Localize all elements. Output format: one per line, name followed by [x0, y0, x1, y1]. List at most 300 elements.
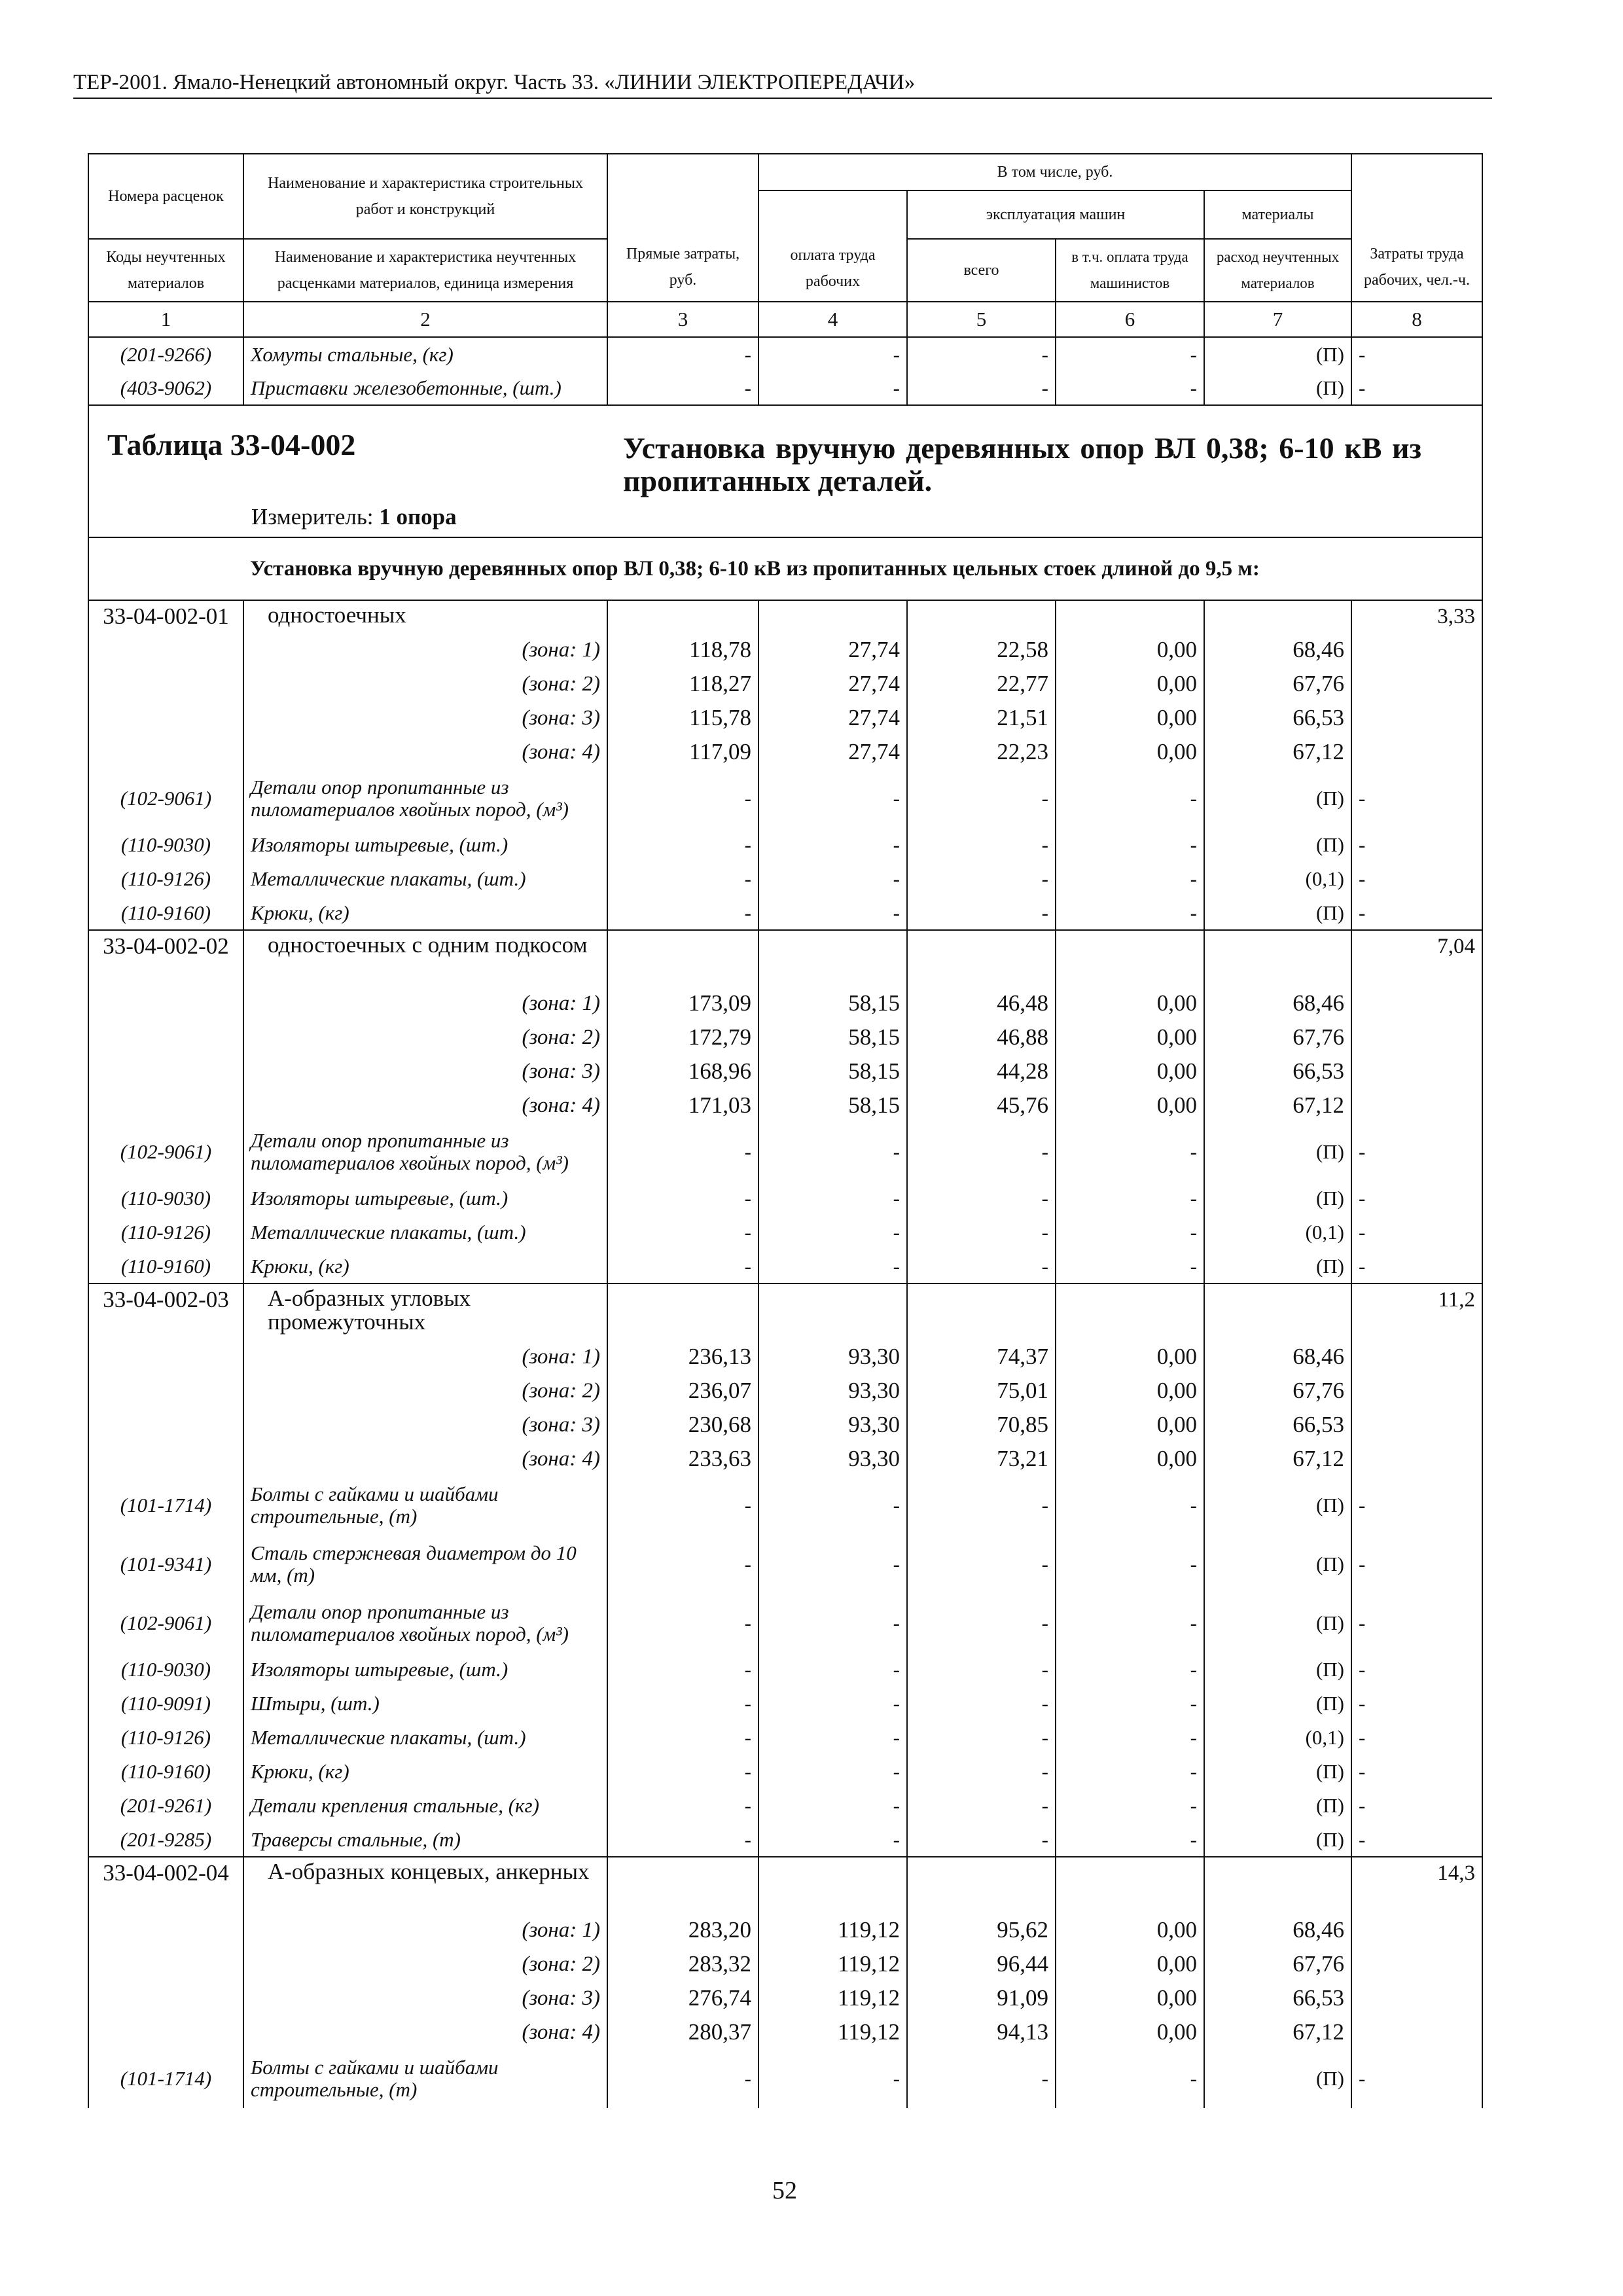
material-c5: - — [907, 896, 1056, 930]
material-code: (110-9126) — [88, 1215, 243, 1249]
material-consumption: (П) — [1204, 371, 1351, 405]
machines-total: 44,28 — [907, 1054, 1056, 1088]
empty-cell — [907, 1857, 1056, 1913]
material-c6: - — [1056, 1687, 1204, 1721]
material-c5: - — [907, 1249, 1056, 1283]
material-consumption: (П) — [1204, 1249, 1351, 1283]
material-labor: - — [1351, 1653, 1482, 1687]
material-labor: - — [1351, 2049, 1482, 2108]
meter-value: 1 опора — [379, 504, 457, 529]
empty-cell — [1056, 600, 1204, 633]
material-c4: - — [758, 862, 907, 896]
material-c4: - — [758, 1249, 907, 1283]
material-c3: - — [607, 1789, 758, 1823]
material-consumption: (П) — [1204, 1122, 1351, 1181]
position-code: 33-04-002-02 — [88, 930, 243, 986]
empty-cell — [1204, 600, 1351, 633]
material-c4: - — [758, 896, 907, 930]
material-labor: - — [1351, 1476, 1482, 1535]
material-c5: - — [907, 862, 1056, 896]
material-labor: - — [1351, 896, 1482, 930]
empty-cell — [1351, 986, 1482, 1020]
material-row — [88, 1721, 1482, 1755]
machines-total: 46,88 — [907, 1020, 1056, 1054]
empty-cell — [88, 1088, 243, 1122]
material-c4: - — [758, 1122, 907, 1181]
direct-cost: 233,63 — [607, 1442, 758, 1476]
empty-cell — [88, 735, 243, 769]
material-c4: - — [758, 1594, 907, 1653]
material-c4: - — [758, 337, 907, 371]
zone-label: (зона: 1) — [243, 1340, 607, 1374]
materials-cost: 66,53 — [1204, 701, 1351, 735]
machines-total: 45,76 — [907, 1088, 1056, 1122]
position-title: А-образных угловых промежуточных — [243, 1283, 607, 1340]
material-labor: - — [1351, 1755, 1482, 1789]
zone-row — [88, 1020, 1482, 1054]
zone-row — [88, 1408, 1482, 1442]
material-consumption: (0,1) — [1204, 1721, 1351, 1755]
material-c4: - — [758, 769, 907, 828]
material-c3: - — [607, 337, 758, 371]
zone-row — [88, 1340, 1482, 1374]
material-c3: - — [607, 862, 758, 896]
labor-pay: 58,15 — [758, 986, 907, 1020]
material-name: Траверсы стальные, (т) — [243, 1823, 607, 1857]
machinists-pay: 0,00 — [1056, 1442, 1204, 1476]
labor-pay: 58,15 — [758, 1054, 907, 1088]
machines-total: 70,85 — [907, 1408, 1056, 1442]
material-row — [88, 769, 1482, 828]
empty-cell — [907, 930, 1056, 986]
material-consumption: (П) — [1204, 1476, 1351, 1535]
material-code: (110-9160) — [88, 1755, 243, 1789]
col7-header: расход неучтенных материалов — [1204, 239, 1351, 302]
machines-total: 22,77 — [907, 667, 1056, 701]
empty-cell — [758, 600, 907, 633]
empty-cell — [1351, 1340, 1482, 1374]
position-code: 33-04-002-03 — [88, 1283, 243, 1340]
labor-cost: 14,3 — [1351, 1857, 1482, 1913]
material-row — [88, 1789, 1482, 1823]
materials-header: материалы — [1204, 190, 1351, 239]
material-c5: - — [907, 1181, 1056, 1215]
machines-total: 73,21 — [907, 1442, 1056, 1476]
zone-label: (зона: 4) — [243, 735, 607, 769]
zone-row — [88, 633, 1482, 667]
col2-top-header: Наименование и характеристика строительных работ и конструкций — [243, 154, 607, 239]
empty-cell — [88, 986, 243, 1020]
material-name: Приставки железобетонные, (шт.) — [243, 371, 607, 405]
materials-cost: 68,46 — [1204, 633, 1351, 667]
material-c6: - — [1056, 862, 1204, 896]
material-consumption: (П) — [1204, 337, 1351, 371]
zone-label: (зона: 2) — [243, 1020, 607, 1054]
material-c6: - — [1056, 1721, 1204, 1755]
col6-header: в т.ч. оплата труда машинистов — [1056, 239, 1204, 302]
material-c4: - — [758, 1535, 907, 1594]
material-row — [88, 828, 1482, 862]
material-c6: - — [1056, 828, 1204, 862]
material-row — [88, 1215, 1482, 1249]
labor-pay: 93,30 — [758, 1374, 907, 1408]
zone-label: (зона: 3) — [243, 701, 607, 735]
material-c3: - — [607, 1476, 758, 1535]
material-name: Металлические плакаты, (шт.) — [243, 1721, 607, 1755]
material-code: (102-9061) — [88, 769, 243, 828]
empty-cell — [607, 1283, 758, 1340]
material-row — [88, 1823, 1482, 1857]
machinists-pay: 0,00 — [1056, 1374, 1204, 1408]
subtitle-row — [88, 537, 1482, 600]
material-c4: - — [758, 1789, 907, 1823]
direct-cost: 283,32 — [607, 1947, 758, 1981]
zone-row — [88, 1913, 1482, 1947]
zone-row — [88, 701, 1482, 735]
machinists-pay: 0,00 — [1056, 1340, 1204, 1374]
running-header: ТЕР-2001. Ямало-Ненецкий автономный округ. Часть 33. «ЛИНИИ ЭЛЕКТРОПЕРЕДАЧИ» — [73, 71, 1492, 99]
machinists-pay: 0,00 — [1056, 2015, 1204, 2049]
direct-cost: 230,68 — [607, 1408, 758, 1442]
material-name: Крюки, (кг) — [243, 1249, 607, 1283]
material-code: (201-9261) — [88, 1789, 243, 1823]
material-name: Изоляторы штыревые, (шт.) — [243, 828, 607, 862]
material-code: (110-9091) — [88, 1687, 243, 1721]
subtitle: Установка вручную деревянных опор ВЛ 0,38; 6-10 кВ из пропитанных цельных стоек длиной до 9,5 м: — [243, 537, 1482, 600]
material-labor: - — [1351, 769, 1482, 828]
empty-cell — [88, 1020, 243, 1054]
material-row — [88, 1755, 1482, 1789]
position-title: А-образных концевых, анкерных — [243, 1857, 607, 1913]
material-c6: - — [1056, 896, 1204, 930]
machines-total: 74,37 — [907, 1340, 1056, 1374]
material-row — [88, 862, 1482, 896]
empty-cell — [907, 600, 1056, 633]
position-code: 33-04-002-04 — [88, 1857, 243, 1913]
material-c6: - — [1056, 1594, 1204, 1653]
material-c5: - — [907, 1721, 1056, 1755]
material-c6: - — [1056, 1249, 1204, 1283]
position-row — [88, 600, 1482, 633]
page-number: 52 — [772, 2177, 797, 2204]
machinists-pay: 0,00 — [1056, 1408, 1204, 1442]
material-c3: - — [607, 1653, 758, 1687]
empty-cell — [758, 930, 907, 986]
material-name: Сталь стержневая диаметром до 10 мм, (т) — [243, 1535, 607, 1594]
material-c6: - — [1056, 1215, 1204, 1249]
subtitle-spacer — [88, 537, 243, 600]
material-c5: - — [907, 1215, 1056, 1249]
col1-bottom-header: Коды неучтенных материалов — [88, 239, 243, 302]
material-labor: - — [1351, 1249, 1482, 1283]
empty-cell — [88, 1981, 243, 2015]
empty-cell — [88, 1054, 243, 1088]
material-c6: - — [1056, 1181, 1204, 1215]
material-c6: - — [1056, 1122, 1204, 1181]
material-c4: - — [758, 1476, 907, 1535]
material-name: Изоляторы штыревые, (шт.) — [243, 1653, 607, 1687]
direct-cost: 171,03 — [607, 1088, 758, 1122]
material-row — [88, 1476, 1482, 1535]
material-name: Детали опор пропитанные из пиломатериалов хвойных пород, (м³) — [243, 1594, 607, 1653]
material-row — [88, 896, 1482, 930]
direct-cost: 118,78 — [607, 633, 758, 667]
empty-cell — [88, 2015, 243, 2049]
material-c6: - — [1056, 1789, 1204, 1823]
material-c5: - — [907, 2049, 1056, 2108]
material-consumption: (П) — [1204, 828, 1351, 862]
materials-cost: 67,12 — [1204, 1088, 1351, 1122]
material-c3: - — [607, 1594, 758, 1653]
material-c5: - — [907, 1122, 1056, 1181]
direct-cost: 173,09 — [607, 986, 758, 1020]
labor-pay: 58,15 — [758, 1088, 907, 1122]
machines-total: 22,58 — [907, 633, 1056, 667]
materials-cost: 67,76 — [1204, 1020, 1351, 1054]
machinists-pay: 0,00 — [1056, 633, 1204, 667]
material-c4: - — [758, 1755, 907, 1789]
material-consumption: (П) — [1204, 896, 1351, 930]
empty-cell — [1351, 633, 1482, 667]
empty-cell — [88, 1408, 243, 1442]
material-c6: - — [1056, 1823, 1204, 1857]
empty-cell — [758, 1283, 907, 1340]
material-c5: - — [907, 1653, 1056, 1687]
zone-label: (зона: 4) — [243, 1442, 607, 1476]
material-name: Болты с гайками и шайбами строительные, (т) — [243, 1476, 607, 1535]
material-labor: - — [1351, 1535, 1482, 1594]
zone-row — [88, 1054, 1482, 1088]
material-name: Металлические плакаты, (шт.) — [243, 1215, 607, 1249]
material-code: (110-9030) — [88, 1181, 243, 1215]
material-c4: - — [758, 2049, 907, 2108]
material-c6: - — [1056, 371, 1204, 405]
material-c5: - — [907, 769, 1056, 828]
meter — [251, 504, 457, 530]
labor-pay: 27,74 — [758, 735, 907, 769]
machines-total: 22,23 — [907, 735, 1056, 769]
empty-cell — [1351, 667, 1482, 701]
material-name: Детали опор пропитанные из пиломатериалов хвойных пород, (м³) — [243, 1122, 607, 1181]
materials-cost: 66,53 — [1204, 1981, 1351, 2015]
material-c6: - — [1056, 1535, 1204, 1594]
machinists-pay: 0,00 — [1056, 701, 1204, 735]
direct-cost: 115,78 — [607, 701, 758, 735]
material-row — [88, 1249, 1482, 1283]
column-number-1: 1 — [88, 302, 243, 337]
material-row — [88, 1687, 1482, 1721]
labor-pay: 93,30 — [758, 1442, 907, 1476]
col5-header: всего — [907, 239, 1056, 302]
zone-label: (зона: 2) — [243, 1947, 607, 1981]
material-row — [88, 1653, 1482, 1687]
labor-pay: 27,74 — [758, 701, 907, 735]
zone-row — [88, 986, 1482, 1020]
zone-label: (зона: 1) — [243, 986, 607, 1020]
empty-cell — [607, 600, 758, 633]
empty-cell — [1056, 1283, 1204, 1340]
zone-label: (зона: 2) — [243, 667, 607, 701]
position-row — [88, 930, 1482, 986]
col1-top-header: Номера расценок — [88, 154, 243, 239]
machines-total: 21,51 — [907, 701, 1056, 735]
zone-label: (зона: 1) — [243, 1913, 607, 1947]
material-code: (201-9266) — [88, 337, 243, 371]
material-labor: - — [1351, 1721, 1482, 1755]
labor-cost: 7,04 — [1351, 930, 1482, 986]
labor-pay: 119,12 — [758, 2015, 907, 2049]
material-labor: - — [1351, 1594, 1482, 1653]
material-c4: - — [758, 1181, 907, 1215]
machinists-pay: 0,00 — [1056, 1981, 1204, 2015]
col2-bottom-header: Наименование и характеристика неучтенных расценками материалов, единица измерения — [243, 239, 607, 302]
material-consumption: (П) — [1204, 2049, 1351, 2108]
direct-cost: 172,79 — [607, 1020, 758, 1054]
empty-cell — [88, 667, 243, 701]
material-labor: - — [1351, 371, 1482, 405]
material-code: (110-9030) — [88, 828, 243, 862]
materials-cost: 68,46 — [1204, 986, 1351, 1020]
material-row — [88, 337, 1482, 371]
direct-cost: 276,74 — [607, 1981, 758, 2015]
material-labor: - — [1351, 862, 1482, 896]
empty-cell — [1351, 735, 1482, 769]
material-c5: - — [907, 337, 1056, 371]
empty-cell — [1351, 1408, 1482, 1442]
position-title: одностоечных с одним подкосом — [243, 930, 607, 986]
column-number-3: 3 — [607, 302, 758, 337]
material-c5: - — [907, 1535, 1056, 1594]
material-c4: - — [758, 1215, 907, 1249]
col3-header: Прямые затраты, руб. — [607, 154, 758, 302]
material-name: Хомуты стальные, (кг) — [243, 337, 607, 371]
zone-label: (зона: 2) — [243, 1374, 607, 1408]
material-labor: - — [1351, 1687, 1482, 1721]
material-c3: - — [607, 1687, 758, 1721]
material-consumption: (П) — [1204, 769, 1351, 828]
machines-total: 95,62 — [907, 1913, 1056, 1947]
empty-cell — [1351, 701, 1482, 735]
column-number-6: 6 — [1056, 302, 1204, 337]
material-c3: - — [607, 1249, 758, 1283]
material-row — [88, 2049, 1482, 2108]
column-number-5: 5 — [907, 302, 1056, 337]
material-labor: - — [1351, 1215, 1482, 1249]
material-consumption: (П) — [1204, 1535, 1351, 1594]
machinists-pay: 0,00 — [1056, 735, 1204, 769]
material-labor: - — [1351, 1181, 1482, 1215]
empty-cell — [1351, 1913, 1482, 1947]
material-code: (110-9160) — [88, 896, 243, 930]
labor-cost: 11,2 — [1351, 1283, 1482, 1340]
material-name: Детали крепления стальные, (кг) — [243, 1789, 607, 1823]
material-c6: - — [1056, 1476, 1204, 1535]
empty-cell — [907, 1283, 1056, 1340]
machinists-pay: 0,00 — [1056, 1088, 1204, 1122]
empty-cell — [1204, 1857, 1351, 1913]
empty-cell — [88, 1947, 243, 1981]
col4-header: оплата труда рабочих — [758, 190, 907, 302]
material-c5: - — [907, 1594, 1056, 1653]
material-c4: - — [758, 1823, 907, 1857]
column-number-7: 7 — [1204, 302, 1351, 337]
empty-cell — [88, 1913, 243, 1947]
material-code: (101-1714) — [88, 1476, 243, 1535]
material-row — [88, 1535, 1482, 1594]
material-consumption: (П) — [1204, 1789, 1351, 1823]
empty-cell — [1351, 1981, 1482, 2015]
zone-label: (зона: 4) — [243, 2015, 607, 2049]
incl-header: В том числе, руб. — [758, 154, 1351, 190]
material-c3: - — [607, 1215, 758, 1249]
empty-cell — [88, 633, 243, 667]
material-c3: - — [607, 1721, 758, 1755]
machines-total: 46,48 — [907, 986, 1056, 1020]
material-code: (101-9341) — [88, 1535, 243, 1594]
table-heading-row — [88, 405, 1482, 537]
empty-cell — [1351, 1054, 1482, 1088]
empty-cell — [1204, 1283, 1351, 1340]
machinists-pay: 0,00 — [1056, 1913, 1204, 1947]
zone-label: (зона: 4) — [243, 1088, 607, 1122]
material-c4: - — [758, 1687, 907, 1721]
material-c5: - — [907, 1823, 1056, 1857]
material-row — [88, 1181, 1482, 1215]
material-name: Детали опор пропитанные из пиломатериалов хвойных пород, (м³) — [243, 769, 607, 828]
material-c3: - — [607, 1755, 758, 1789]
material-consumption: (0,1) — [1204, 1215, 1351, 1249]
material-row — [88, 1594, 1482, 1653]
direct-cost: 168,96 — [607, 1054, 758, 1088]
labor-pay: 119,12 — [758, 1947, 907, 1981]
position-title: одностоечных — [243, 600, 607, 633]
material-c4: - — [758, 1653, 907, 1687]
machines-total: 94,13 — [907, 2015, 1056, 2049]
material-c3: - — [607, 828, 758, 862]
position-row — [88, 1857, 1482, 1913]
direct-cost: 118,27 — [607, 667, 758, 701]
material-code: (110-9126) — [88, 1721, 243, 1755]
machinists-pay: 0,00 — [1056, 1054, 1204, 1088]
column-number-4: 4 — [758, 302, 907, 337]
material-c5: - — [907, 1789, 1056, 1823]
material-code: (201-9285) — [88, 1823, 243, 1857]
zone-row — [88, 735, 1482, 769]
zone-label: (зона: 3) — [243, 1054, 607, 1088]
empty-cell — [607, 930, 758, 986]
material-consumption: (П) — [1204, 1653, 1351, 1687]
empty-cell — [1351, 2015, 1482, 2049]
material-labor: - — [1351, 828, 1482, 862]
material-consumption: (П) — [1204, 1594, 1351, 1653]
material-c5: - — [907, 371, 1056, 405]
material-code: (110-9126) — [88, 862, 243, 896]
material-name: Крюки, (кг) — [243, 1755, 607, 1789]
empty-cell — [1351, 1374, 1482, 1408]
material-labor: - — [1351, 337, 1482, 371]
material-c5: - — [907, 1476, 1056, 1535]
material-consumption: (П) — [1204, 1687, 1351, 1721]
zone-row — [88, 1981, 1482, 2015]
zone-row — [88, 1947, 1482, 1981]
material-c5: - — [907, 1687, 1056, 1721]
labor-pay: 93,30 — [758, 1408, 907, 1442]
zone-row — [88, 1442, 1482, 1476]
position-row — [88, 1283, 1482, 1340]
material-c3: - — [607, 1122, 758, 1181]
materials-cost: 67,76 — [1204, 667, 1351, 701]
material-c4: - — [758, 1721, 907, 1755]
